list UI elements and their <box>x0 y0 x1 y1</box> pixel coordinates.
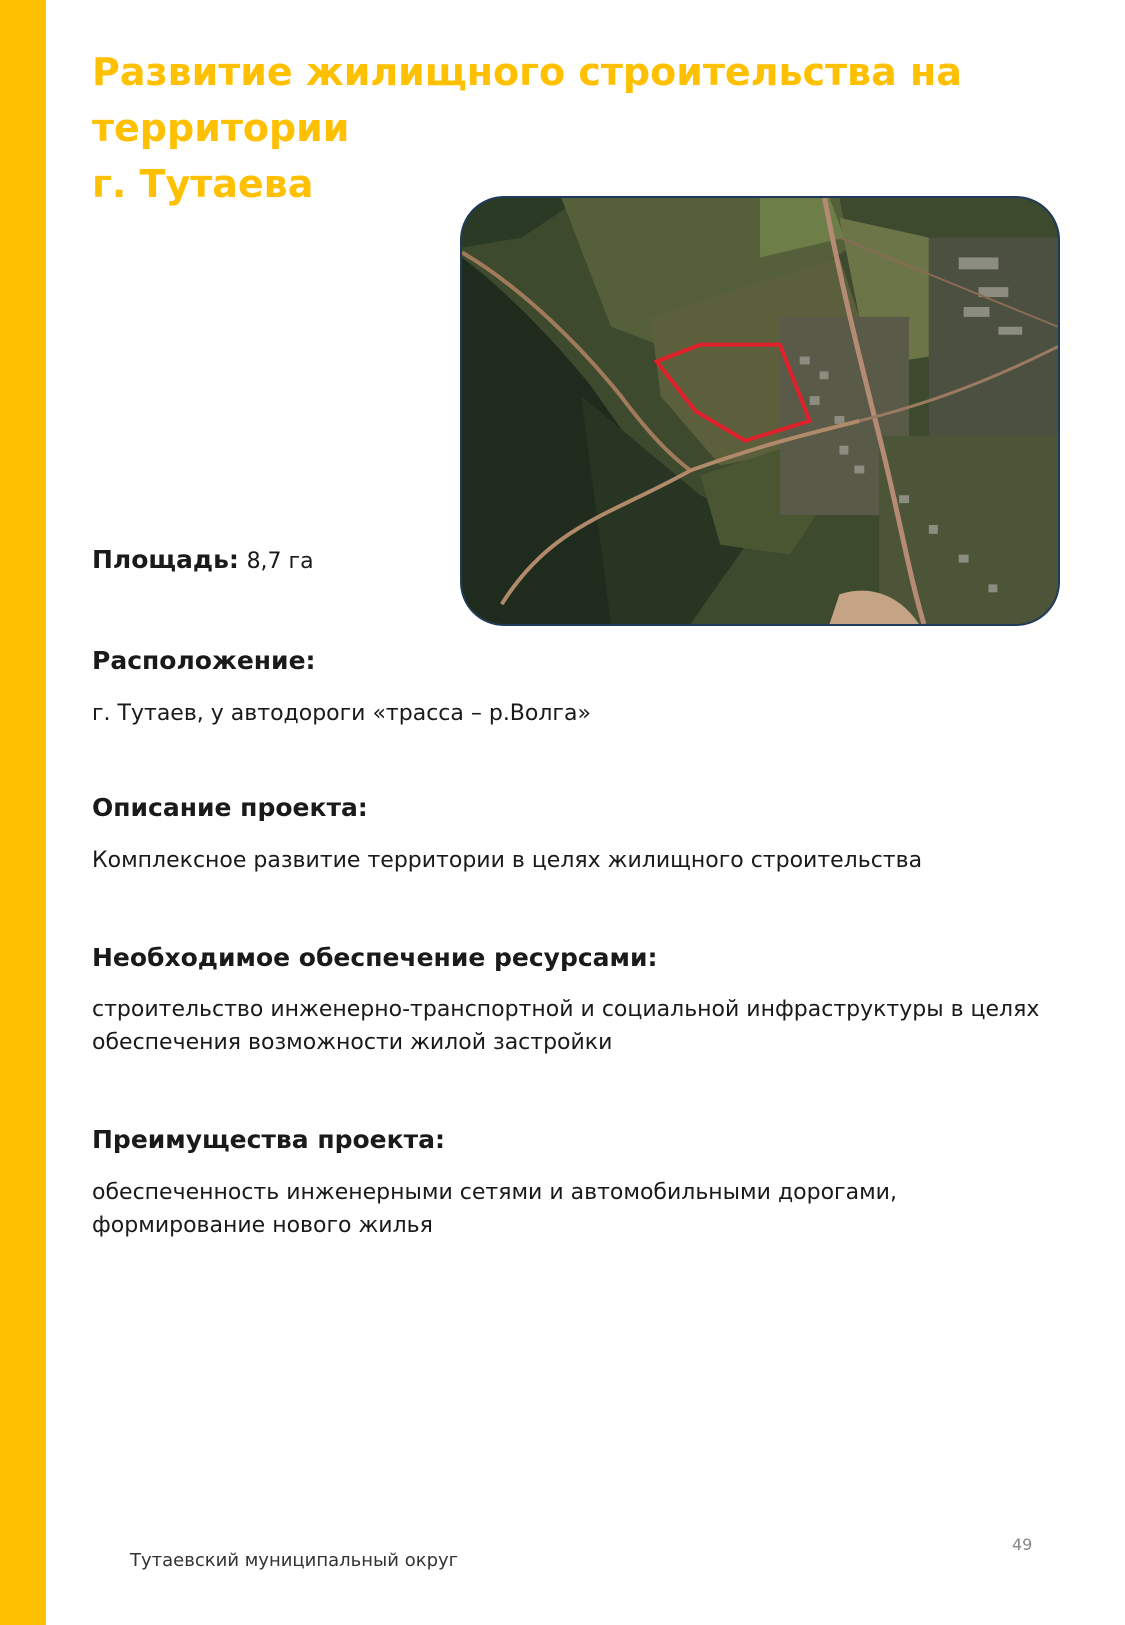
page-number: 49 <box>1012 1535 1033 1554</box>
area-label: Площадь: <box>92 545 239 574</box>
advantages-text: обеспеченность инженерными сетями и автомобильными дорогами, формирование нового жилья <box>92 1180 897 1238</box>
page-title <box>92 44 1092 212</box>
satellite-map-image <box>462 198 1058 624</box>
advantages-heading: Преимущества проекта: <box>92 1125 445 1154</box>
area-field <box>92 545 314 574</box>
resources-text: строительство инженерно-транспортной и социальной инфраструктуры в целях обеспечения возможности жилой застройки <box>92 997 1040 1055</box>
location-text: г. Тутаев, у автодороги «трасса – р.Волга» <box>92 701 591 726</box>
resources-heading: Необходимое обеспечение ресурсами: <box>92 943 658 972</box>
area-value: 8,7 га <box>246 549 314 574</box>
description-heading: Описание проекта: <box>92 793 368 822</box>
page-title-line-2: территории <box>92 106 350 150</box>
description-text: Комплексное развитие территории в целях жилищного строительства <box>92 848 923 873</box>
accent-bar <box>0 0 46 1625</box>
satellite-map <box>460 196 1060 626</box>
location-heading: Расположение: <box>92 646 316 675</box>
page-title-line-1: Развитие жилищного строительства на <box>92 50 962 94</box>
footer-org: Тутаевский муниципальный округ <box>130 1550 459 1571</box>
page-title-line-3: г. Тутаева <box>92 162 314 206</box>
